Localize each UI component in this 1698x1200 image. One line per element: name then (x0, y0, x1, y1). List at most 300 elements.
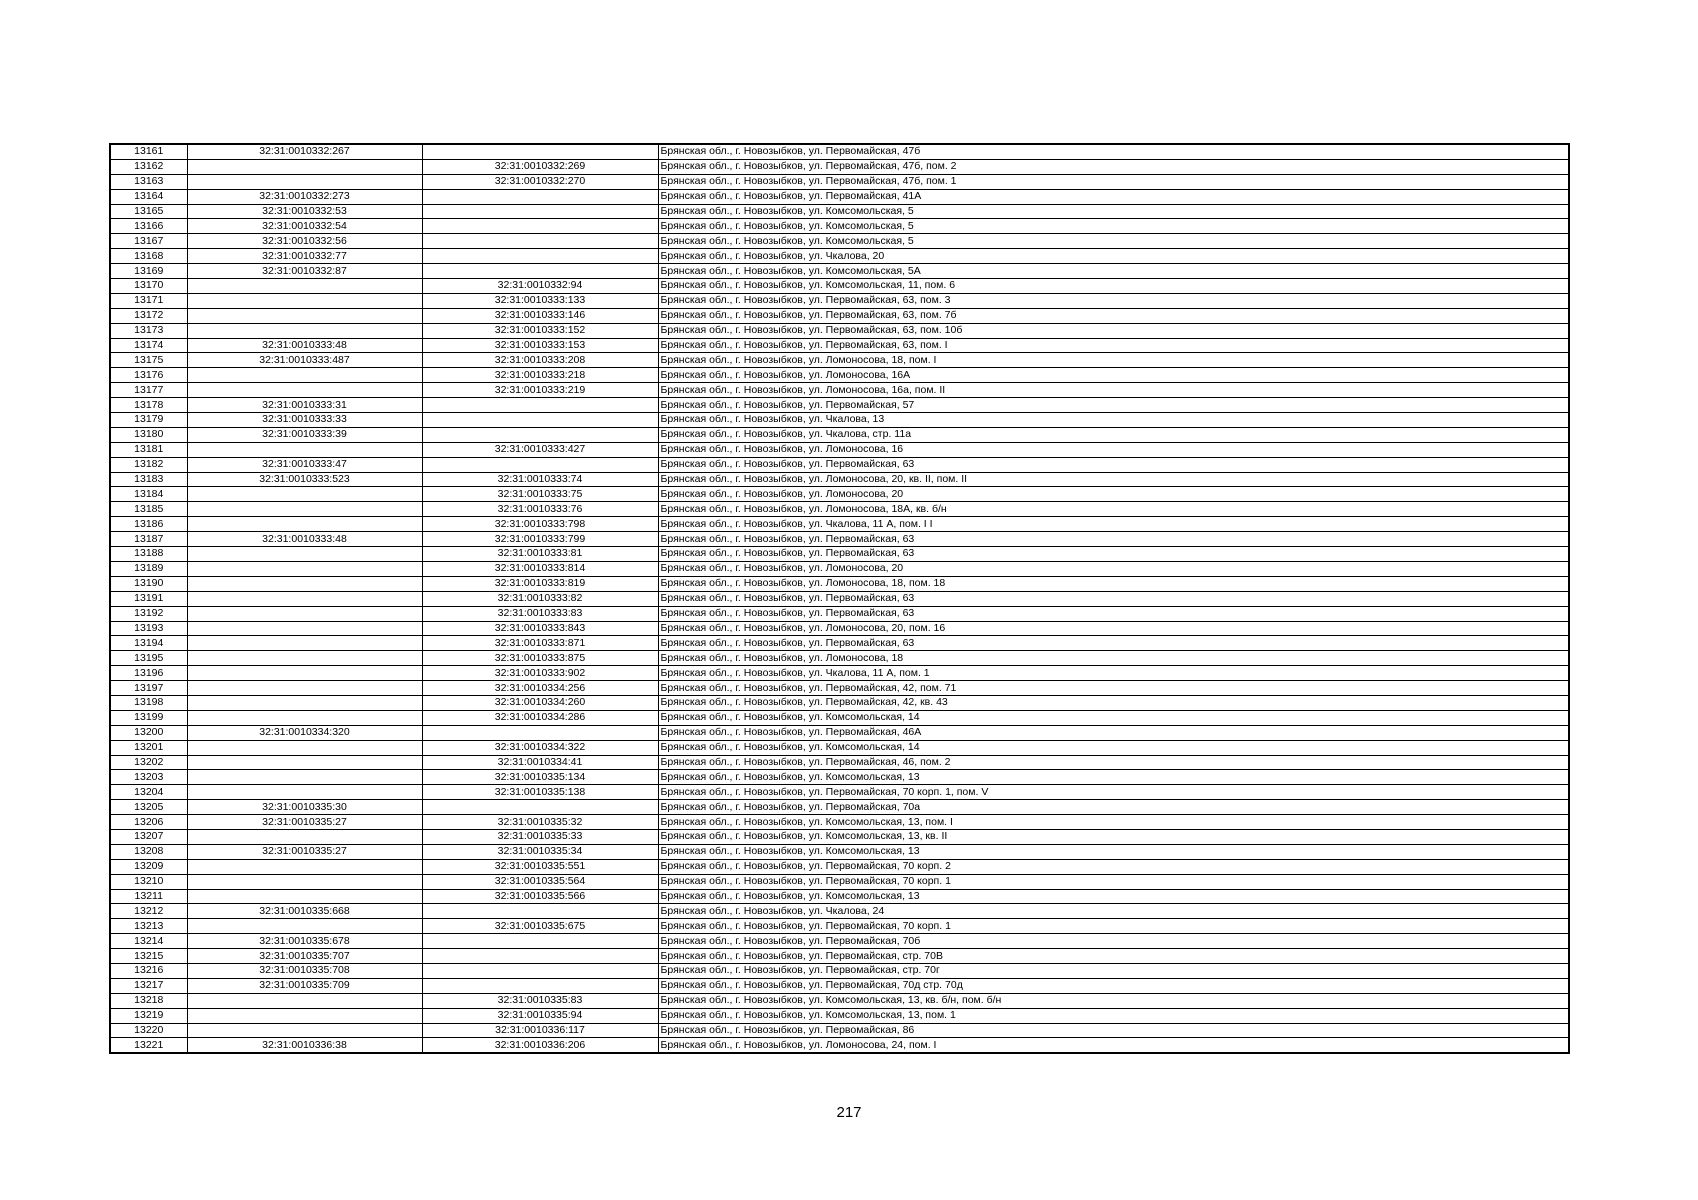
row-number-cell: 13163 (110, 174, 187, 189)
row-number-cell: 13164 (110, 189, 187, 204)
row-number-cell: 13178 (110, 398, 187, 413)
land-cadastral-number-cell: 32:31:0010332:77 (187, 249, 422, 264)
table-row (110, 666, 1569, 681)
object-cadastral-number-cell: 32:31:0010334:256 (422, 681, 658, 696)
address-cell: Брянская обл., г. Новозыбков, ул. Комсомольская, 14 (658, 710, 1569, 725)
row-number-cell: 13176 (110, 368, 187, 383)
row-number-cell: 13191 (110, 591, 187, 606)
address-cell: Брянская обл., г. Новозыбков, ул. Первомайская, 63 (658, 457, 1569, 472)
row-number-cell: 13169 (110, 264, 187, 279)
row-number-cell: 13170 (110, 279, 187, 294)
address-cell: Брянская обл., г. Новозыбков, ул. Чкалова, 11 А, пом. I I (658, 517, 1569, 532)
object-cadastral-number-cell: 32:31:0010333:219 (422, 383, 658, 398)
row-number-cell: 13183 (110, 472, 187, 487)
row-number-cell: 13203 (110, 770, 187, 785)
table-row (110, 502, 1569, 517)
land-cadastral-number-cell: 32:31:0010333:39 (187, 427, 422, 442)
address-cell: Брянская обл., г. Новозыбков, ул. Ломоносова, 24, пом. I (658, 1038, 1569, 1053)
object-cadastral-number-cell: 32:31:0010332:94 (422, 279, 658, 294)
property-registry-table (109, 143, 1570, 1054)
table-row (110, 770, 1569, 785)
object-cadastral-number-cell: 32:31:0010335:34 (422, 844, 658, 859)
land-cadastral-number-cell (187, 293, 422, 308)
table-row (110, 651, 1569, 666)
address-cell: Брянская обл., г. Новозыбков, ул. Ломоносова, 18 (658, 651, 1569, 666)
address-cell: Брянская обл., г. Новозыбков, ул. Первомайская, 63, пом. I (658, 338, 1569, 353)
object-cadastral-number-cell: 32:31:0010334:41 (422, 755, 658, 770)
table-row (110, 785, 1569, 800)
address-cell: Брянская обл., г. Новозыбков, ул. Ломоносова, 20 (658, 561, 1569, 576)
table-row (110, 1008, 1569, 1023)
object-cadastral-number-cell: 32:31:0010333:218 (422, 368, 658, 383)
address-cell: Брянская обл., г. Новозыбков, ул. Первомайская, 46, пом. 2 (658, 755, 1569, 770)
address-cell: Брянская обл., г. Новозыбков, ул. Комсомольская, 5 (658, 204, 1569, 219)
address-cell: Брянская обл., г. Новозыбков, ул. Комсомольская, 13 (658, 844, 1569, 859)
row-number-cell: 13211 (110, 889, 187, 904)
row-number-cell: 13189 (110, 561, 187, 576)
land-cadastral-number-cell: 32:31:0010335:668 (187, 904, 422, 919)
table-row (110, 755, 1569, 770)
land-cadastral-number-cell (187, 442, 422, 457)
table-row (110, 606, 1569, 621)
land-cadastral-number-cell (187, 159, 422, 174)
registry-body (110, 144, 1569, 1053)
land-cadastral-number-cell (187, 755, 422, 770)
land-cadastral-number-cell: 32:31:0010333:33 (187, 413, 422, 428)
row-number-cell: 13213 (110, 919, 187, 934)
land-cadastral-number-cell: 32:31:0010332:53 (187, 204, 422, 219)
row-number-cell: 13192 (110, 606, 187, 621)
table-row (110, 427, 1569, 442)
land-cadastral-number-cell (187, 487, 422, 502)
address-cell: Брянская обл., г. Новозыбков, ул. Ломоносова, 16 (658, 442, 1569, 457)
table-row (110, 338, 1569, 353)
row-number-cell: 13186 (110, 517, 187, 532)
row-number-cell: 13179 (110, 413, 187, 428)
address-cell: Брянская обл., г. Новозыбков, ул. Чкалова, 24 (658, 904, 1569, 919)
object-cadastral-number-cell: 32:31:0010335:83 (422, 993, 658, 1008)
land-cadastral-number-cell (187, 770, 422, 785)
object-cadastral-number-cell (422, 978, 658, 993)
row-number-cell: 13221 (110, 1038, 187, 1053)
land-cadastral-number-cell (187, 576, 422, 591)
table-row (110, 442, 1569, 457)
address-cell: Брянская обл., г. Новозыбков, ул. Комсомольская, 5 (658, 219, 1569, 234)
address-cell: Брянская обл., г. Новозыбков, ул. Первомайская, 70 корп. 1 (658, 874, 1569, 889)
object-cadastral-number-cell: 32:31:0010333:81 (422, 547, 658, 562)
row-number-cell: 13180 (110, 427, 187, 442)
address-cell: Брянская обл., г. Новозыбков, ул. Первомайская, 70 корп. 2 (658, 859, 1569, 874)
land-cadastral-number-cell (187, 785, 422, 800)
land-cadastral-number-cell: 32:31:0010335:678 (187, 934, 422, 949)
object-cadastral-number-cell (422, 904, 658, 919)
object-cadastral-number-cell (422, 963, 658, 978)
address-cell: Брянская обл., г. Новозыбков, ул. Комсомольская, 13, пом. 1 (658, 1008, 1569, 1023)
land-cadastral-number-cell (187, 517, 422, 532)
table-row (110, 815, 1569, 830)
object-cadastral-number-cell (422, 219, 658, 234)
row-number-cell: 13172 (110, 308, 187, 323)
land-cadastral-number-cell: 32:31:0010333:523 (187, 472, 422, 487)
row-number-cell: 13181 (110, 442, 187, 457)
object-cadastral-number-cell: 32:31:0010333:152 (422, 323, 658, 338)
address-cell: Брянская обл., г. Новозыбков, ул. Первомайская, 63 (658, 547, 1569, 562)
object-cadastral-number-cell: 32:31:0010335:551 (422, 859, 658, 874)
object-cadastral-number-cell: 32:31:0010332:270 (422, 174, 658, 189)
table-row (110, 740, 1569, 755)
row-number-cell: 13210 (110, 874, 187, 889)
object-cadastral-number-cell (422, 144, 658, 159)
address-cell: Брянская обл., г. Новозыбков, ул. Первомайская, 41А (658, 189, 1569, 204)
address-cell: Брянская обл., г. Новозыбков, ул. Первомайская, 70д стр. 70д (658, 978, 1569, 993)
object-cadastral-number-cell: 32:31:0010335:566 (422, 889, 658, 904)
row-number-cell: 13219 (110, 1008, 187, 1023)
address-cell: Брянская обл., г. Новозыбков, ул. Комсомольская, 13 (658, 770, 1569, 785)
row-number-cell: 13208 (110, 844, 187, 859)
land-cadastral-number-cell (187, 591, 422, 606)
table-row (110, 904, 1569, 919)
address-cell: Брянская обл., г. Новозыбков, ул. Первомайская, 42, кв. 43 (658, 695, 1569, 710)
land-cadastral-number-cell: 32:31:0010333:48 (187, 338, 422, 353)
land-cadastral-number-cell (187, 636, 422, 651)
address-cell: Брянская обл., г. Новозыбков, ул. Чкалова, 20 (658, 249, 1569, 264)
row-number-cell: 13161 (110, 144, 187, 159)
object-cadastral-number-cell (422, 949, 658, 964)
address-cell: Брянская обл., г. Новозыбков, ул. Ломоносова, 18, пом. I (658, 353, 1569, 368)
row-number-cell: 13217 (110, 978, 187, 993)
land-cadastral-number-cell (187, 606, 422, 621)
address-cell: Брянская обл., г. Новозыбков, ул. Комсомольская, 13, пом. I (658, 815, 1569, 830)
land-cadastral-number-cell: 32:31:0010335:27 (187, 815, 422, 830)
land-cadastral-number-cell (187, 383, 422, 398)
address-cell: Брянская обл., г. Новозыбков, ул. Первомайская, 86 (658, 1023, 1569, 1038)
table-row (110, 576, 1569, 591)
land-cadastral-number-cell (187, 1008, 422, 1023)
table-row (110, 234, 1569, 249)
object-cadastral-number-cell: 32:31:0010333:75 (422, 487, 658, 502)
land-cadastral-number-cell: 32:31:0010332:87 (187, 264, 422, 279)
row-number-cell: 13190 (110, 576, 187, 591)
object-cadastral-number-cell: 32:31:0010333:427 (422, 442, 658, 457)
object-cadastral-number-cell (422, 249, 658, 264)
land-cadastral-number-cell: 32:31:0010335:709 (187, 978, 422, 993)
table-row (110, 963, 1569, 978)
land-cadastral-number-cell (187, 308, 422, 323)
object-cadastral-number-cell: 32:31:0010333:83 (422, 606, 658, 621)
address-cell: Брянская обл., г. Новозыбков, ул. Первомайская, 63, пом. 3 (658, 293, 1569, 308)
table-row (110, 204, 1569, 219)
land-cadastral-number-cell (187, 1023, 422, 1038)
table-row (110, 874, 1569, 889)
table-row (110, 487, 1569, 502)
table-row (110, 293, 1569, 308)
table-row (110, 144, 1569, 159)
address-cell: Брянская обл., г. Новозыбков, ул. Ломоносова, 20 (658, 487, 1569, 502)
land-cadastral-number-cell (187, 547, 422, 562)
object-cadastral-number-cell: 32:31:0010333:799 (422, 532, 658, 547)
row-number-cell: 13195 (110, 651, 187, 666)
object-cadastral-number-cell: 32:31:0010333:902 (422, 666, 658, 681)
address-cell: Брянская обл., г. Новозыбков, ул. Ломоносова, 18А, кв. б/н (658, 502, 1569, 517)
address-cell: Брянская обл., г. Новозыбков, ул. Комсомольская, 13 (658, 889, 1569, 904)
object-cadastral-number-cell: 32:31:0010333:74 (422, 472, 658, 487)
table-row (110, 889, 1569, 904)
object-cadastral-number-cell (422, 264, 658, 279)
object-cadastral-number-cell: 32:31:0010333:76 (422, 502, 658, 517)
row-number-cell: 13184 (110, 487, 187, 502)
row-number-cell: 13174 (110, 338, 187, 353)
table-row (110, 308, 1569, 323)
table-row (110, 919, 1569, 934)
object-cadastral-number-cell: 32:31:0010333:82 (422, 591, 658, 606)
land-cadastral-number-cell (187, 666, 422, 681)
object-cadastral-number-cell: 32:31:0010334:260 (422, 695, 658, 710)
land-cadastral-number-cell (187, 621, 422, 636)
table-row (110, 279, 1569, 294)
table-row (110, 621, 1569, 636)
address-cell: Брянская обл., г. Новозыбков, ул. Ломоносова, 16А (658, 368, 1569, 383)
table-row (110, 264, 1569, 279)
object-cadastral-number-cell: 32:31:0010335:138 (422, 785, 658, 800)
table-row (110, 1038, 1569, 1053)
land-cadastral-number-cell (187, 874, 422, 889)
row-number-cell: 13187 (110, 532, 187, 547)
table-row (110, 636, 1569, 651)
row-number-cell: 13198 (110, 695, 187, 710)
object-cadastral-number-cell: 32:31:0010335:675 (422, 919, 658, 934)
page-number: 217 (836, 1104, 862, 1121)
object-cadastral-number-cell: 32:31:0010334:322 (422, 740, 658, 755)
row-number-cell: 13188 (110, 547, 187, 562)
row-number-cell: 13202 (110, 755, 187, 770)
row-number-cell: 13214 (110, 934, 187, 949)
row-number-cell: 13197 (110, 681, 187, 696)
table-row (110, 561, 1569, 576)
row-number-cell: 13207 (110, 829, 187, 844)
row-number-cell: 13201 (110, 740, 187, 755)
land-cadastral-number-cell: 32:31:0010333:487 (187, 353, 422, 368)
land-cadastral-number-cell: 32:31:0010332:267 (187, 144, 422, 159)
land-cadastral-number-cell: 32:31:0010334:320 (187, 725, 422, 740)
address-cell: Брянская обл., г. Новозыбков, ул. Первомайская, 70б (658, 934, 1569, 949)
address-cell: Брянская обл., г. Новозыбков, ул. Первомайская, 70 корп. 1 (658, 919, 1569, 934)
object-cadastral-number-cell: 32:31:0010336:117 (422, 1023, 658, 1038)
object-cadastral-number-cell (422, 398, 658, 413)
land-cadastral-number-cell (187, 993, 422, 1008)
table-row (110, 174, 1569, 189)
address-cell: Брянская обл., г. Новозыбков, ул. Комсомольская, 5 (658, 234, 1569, 249)
land-cadastral-number-cell (187, 561, 422, 576)
object-cadastral-number-cell: 32:31:0010332:269 (422, 159, 658, 174)
land-cadastral-number-cell (187, 279, 422, 294)
land-cadastral-number-cell: 32:31:0010333:47 (187, 457, 422, 472)
table-row (110, 189, 1569, 204)
object-cadastral-number-cell (422, 413, 658, 428)
row-number-cell: 13216 (110, 963, 187, 978)
land-cadastral-number-cell: 32:31:0010333:48 (187, 532, 422, 547)
land-cadastral-number-cell (187, 829, 422, 844)
object-cadastral-number-cell: 32:31:0010333:814 (422, 561, 658, 576)
row-number-cell: 13218 (110, 993, 187, 1008)
row-number-cell: 13167 (110, 234, 187, 249)
address-cell: Брянская обл., г. Новозыбков, ул. Первомайская, 70а (658, 800, 1569, 815)
table-row (110, 591, 1569, 606)
object-cadastral-number-cell (422, 189, 658, 204)
address-cell: Брянская обл., г. Новозыбков, ул. Первомайская, 63, пом. 7б (658, 308, 1569, 323)
address-cell: Брянская обл., г. Новозыбков, ул. Комсомольская, 11, пом. 6 (658, 279, 1569, 294)
land-cadastral-number-cell: 32:31:0010335:707 (187, 949, 422, 964)
object-cadastral-number-cell: 32:31:0010333:146 (422, 308, 658, 323)
object-cadastral-number-cell (422, 234, 658, 249)
land-cadastral-number-cell: 32:31:0010332:56 (187, 234, 422, 249)
address-cell: Брянская обл., г. Новозыбков, ул. Первомайская, 63 (658, 532, 1569, 547)
table-row (110, 249, 1569, 264)
table-row (110, 949, 1569, 964)
land-cadastral-number-cell (187, 323, 422, 338)
address-cell: Брянская обл., г. Новозыбков, ул. Первомайская, стр. 70г (658, 963, 1569, 978)
address-cell: Брянская обл., г. Новозыбков, ул. Первомайская, 63 (658, 606, 1569, 621)
row-number-cell: 13166 (110, 219, 187, 234)
object-cadastral-number-cell: 32:31:0010333:843 (422, 621, 658, 636)
address-cell: Брянская обл., г. Новозыбков, ул. Первомайская, 47б, пом. 1 (658, 174, 1569, 189)
row-number-cell: 13177 (110, 383, 187, 398)
table-row (110, 829, 1569, 844)
table-row (110, 472, 1569, 487)
address-cell: Брянская обл., г. Новозыбков, ул. Ломоносова, 20, пом. 16 (658, 621, 1569, 636)
land-cadastral-number-cell (187, 740, 422, 755)
land-cadastral-number-cell (187, 681, 422, 696)
table-row (110, 383, 1569, 398)
row-number-cell: 13175 (110, 353, 187, 368)
object-cadastral-number-cell: 32:31:0010333:871 (422, 636, 658, 651)
row-number-cell: 13162 (110, 159, 187, 174)
row-number-cell: 13212 (110, 904, 187, 919)
land-cadastral-number-cell (187, 651, 422, 666)
table-row (110, 517, 1569, 532)
object-cadastral-number-cell (422, 725, 658, 740)
table-row (110, 934, 1569, 949)
table-row (110, 725, 1569, 740)
table-row (110, 532, 1569, 547)
address-cell: Брянская обл., г. Новозыбков, ул. Первомайская, 63 (658, 636, 1569, 651)
object-cadastral-number-cell: 32:31:0010334:286 (422, 710, 658, 725)
object-cadastral-number-cell: 32:31:0010336:206 (422, 1038, 658, 1053)
address-cell: Брянская обл., г. Новозыбков, ул. Чкалова, 13 (658, 413, 1569, 428)
object-cadastral-number-cell: 32:31:0010335:32 (422, 815, 658, 830)
address-cell: Брянская обл., г. Новозыбков, ул. Первомайская, стр. 70В (658, 949, 1569, 964)
object-cadastral-number-cell: 32:31:0010335:33 (422, 829, 658, 844)
row-number-cell: 13220 (110, 1023, 187, 1038)
table-row (110, 710, 1569, 725)
land-cadastral-number-cell: 32:31:0010335:30 (187, 800, 422, 815)
land-cadastral-number-cell: 32:31:0010332:54 (187, 219, 422, 234)
table-row (110, 368, 1569, 383)
object-cadastral-number-cell (422, 204, 658, 219)
row-number-cell: 13182 (110, 457, 187, 472)
object-cadastral-number-cell: 32:31:0010333:798 (422, 517, 658, 532)
address-cell: Брянская обл., г. Новозыбков, ул. Комсомольская, 13, кв. II (658, 829, 1569, 844)
row-number-cell: 13200 (110, 725, 187, 740)
land-cadastral-number-cell: 32:31:0010332:273 (187, 189, 422, 204)
address-cell: Брянская обл., г. Новозыбков, ул. Первомайская, 47б, пом. 2 (658, 159, 1569, 174)
table-row (110, 159, 1569, 174)
land-cadastral-number-cell (187, 174, 422, 189)
address-cell: Брянская обл., г. Новозыбков, ул. Комсомольская, 13, кв. б/н, пом. б/н (658, 993, 1569, 1008)
row-number-cell: 13168 (110, 249, 187, 264)
land-cadastral-number-cell: 32:31:0010333:31 (187, 398, 422, 413)
row-number-cell: 13171 (110, 293, 187, 308)
address-cell: Брянская обл., г. Новозыбков, ул. Первомайская, 42, пом. 71 (658, 681, 1569, 696)
table-row (110, 219, 1569, 234)
table-row (110, 844, 1569, 859)
table-row (110, 413, 1569, 428)
address-cell: Брянская обл., г. Новозыбков, ул. Ломоносова, 20, кв. II, пом. II (658, 472, 1569, 487)
address-cell: Брянская обл., г. Новозыбков, ул. Чкалова, стр. 11а (658, 427, 1569, 442)
land-cadastral-number-cell: 32:31:0010335:708 (187, 963, 422, 978)
address-cell: Брянская обл., г. Новозыбков, ул. Первомайская, 57 (658, 398, 1569, 413)
table-row (110, 695, 1569, 710)
address-cell: Брянская обл., г. Новозыбков, ул. Комсомольская, 14 (658, 740, 1569, 755)
table-row (110, 1023, 1569, 1038)
table-row (110, 993, 1569, 1008)
address-cell: Брянская обл., г. Новозыбков, ул. Комсомольская, 5А (658, 264, 1569, 279)
object-cadastral-number-cell (422, 934, 658, 949)
land-cadastral-number-cell: 32:31:0010335:27 (187, 844, 422, 859)
table-row (110, 547, 1569, 562)
table-row (110, 859, 1569, 874)
row-number-cell: 13199 (110, 710, 187, 725)
address-cell: Брянская обл., г. Новозыбков, ул. Чкалова, 11 А, пом. 1 (658, 666, 1569, 681)
row-number-cell: 13196 (110, 666, 187, 681)
address-cell: Брянская обл., г. Новозыбков, ул. Первомайская, 63, пом. 10б (658, 323, 1569, 338)
row-number-cell: 13193 (110, 621, 187, 636)
row-number-cell: 13165 (110, 204, 187, 219)
row-number-cell: 13194 (110, 636, 187, 651)
address-cell: Брянская обл., г. Новозыбков, ул. Ломоносова, 18, пом. 18 (658, 576, 1569, 591)
object-cadastral-number-cell (422, 800, 658, 815)
table-row (110, 353, 1569, 368)
object-cadastral-number-cell (422, 427, 658, 442)
row-number-cell: 13204 (110, 785, 187, 800)
table-row (110, 323, 1569, 338)
land-cadastral-number-cell (187, 368, 422, 383)
row-number-cell: 13209 (110, 859, 187, 874)
land-cadastral-number-cell: 32:31:0010336:38 (187, 1038, 422, 1053)
address-cell: Брянская обл., г. Новозыбков, ул. Первомайская, 63 (658, 591, 1569, 606)
object-cadastral-number-cell: 32:31:0010333:133 (422, 293, 658, 308)
land-cadastral-number-cell (187, 695, 422, 710)
object-cadastral-number-cell: 32:31:0010333:208 (422, 353, 658, 368)
row-number-cell: 13205 (110, 800, 187, 815)
land-cadastral-number-cell (187, 710, 422, 725)
land-cadastral-number-cell (187, 502, 422, 517)
table-row (110, 800, 1569, 815)
table-row (110, 978, 1569, 993)
row-number-cell: 13185 (110, 502, 187, 517)
row-number-cell: 13173 (110, 323, 187, 338)
address-cell: Брянская обл., г. Новозыбков, ул. Ломоносова, 16а, пом. II (658, 383, 1569, 398)
address-cell: Брянская обл., г. Новозыбков, ул. Первомайская, 46А (658, 725, 1569, 740)
object-cadastral-number-cell: 32:31:0010333:819 (422, 576, 658, 591)
land-cadastral-number-cell (187, 889, 422, 904)
object-cadastral-number-cell: 32:31:0010335:134 (422, 770, 658, 785)
row-number-cell: 13215 (110, 949, 187, 964)
table-row (110, 681, 1569, 696)
land-cadastral-number-cell (187, 919, 422, 934)
land-cadastral-number-cell (187, 859, 422, 874)
table-row (110, 398, 1569, 413)
object-cadastral-number-cell: 32:31:0010335:564 (422, 874, 658, 889)
